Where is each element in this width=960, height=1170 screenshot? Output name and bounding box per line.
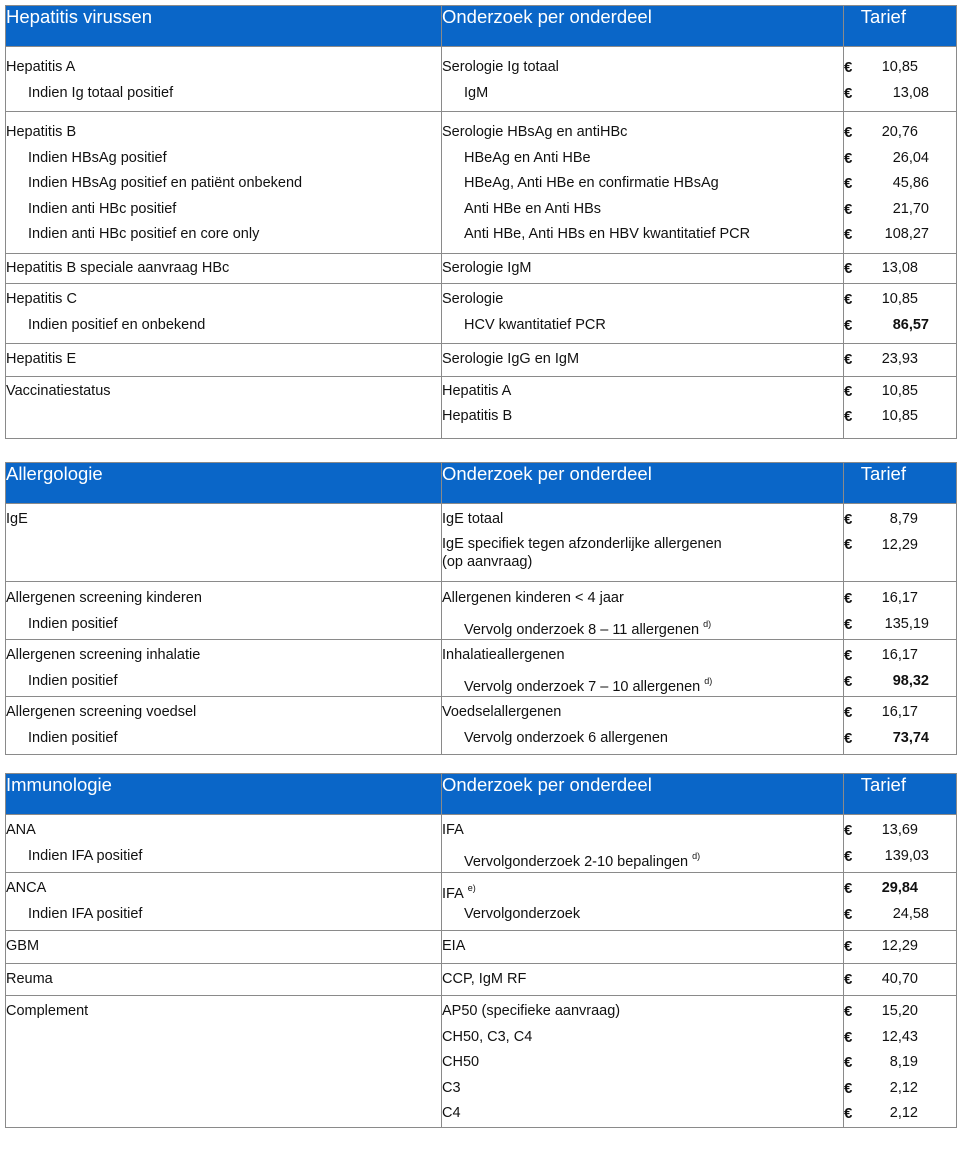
price-value: 16,17 xyxy=(881,647,918,663)
test-name: IgM xyxy=(464,84,489,101)
immunologie-table xyxy=(5,773,957,1128)
section-title: Allergologie xyxy=(6,462,442,503)
row-label: Indien anti HBc positief xyxy=(28,200,177,217)
price-value: 2,12 xyxy=(889,1079,918,1096)
test-name: EIA xyxy=(442,938,466,954)
test-name: Serologie IgM xyxy=(442,259,532,276)
price-value: 16,17 xyxy=(881,590,918,606)
test-name: Vervolgonderzoek xyxy=(464,905,581,922)
price-cell: € 15,20 xyxy=(844,999,956,1025)
table-row xyxy=(6,963,957,996)
price-cell: € 24,58 xyxy=(844,902,956,928)
test-name: Hepatitis B xyxy=(442,408,513,424)
price-cell: € 98,32 xyxy=(844,669,956,695)
row-label: Indien Ig totaal positief xyxy=(28,84,174,101)
price-value: 10,85 xyxy=(881,291,918,307)
price-value: 13,08 xyxy=(881,259,918,276)
test-name: HBeAg en Anti HBe xyxy=(464,149,591,166)
table-header xyxy=(6,774,957,815)
price-cell: € 8,19 xyxy=(844,1050,956,1076)
row-label: GBM xyxy=(6,938,40,954)
price-value: 24,58 xyxy=(892,905,929,922)
row-label: IgE xyxy=(6,510,28,527)
column-header-test: Onderzoek per onderdeel xyxy=(442,462,844,503)
price-value: 86,57 xyxy=(892,316,929,333)
price-value: 12,43 xyxy=(881,1028,918,1045)
test-name: Inhalatieallergenen xyxy=(442,647,565,663)
price-value: 15,20 xyxy=(881,1003,918,1019)
table-row xyxy=(6,996,957,1128)
test-name: IgE specifiek tegen afzonderlijke allergenen (op aanvraag) xyxy=(442,536,722,570)
row-label: Indien positief en onbekend xyxy=(28,316,206,333)
price-value: 26,04 xyxy=(892,149,929,166)
table-header xyxy=(6,6,957,47)
test-name: C3 xyxy=(442,1079,461,1096)
price-value: 16,17 xyxy=(881,704,918,720)
row-label: Hepatitis C xyxy=(6,291,77,307)
row-label: Complement xyxy=(6,1003,89,1019)
row-label: Indien positief xyxy=(28,615,118,632)
price-cell: € 40,70 xyxy=(844,967,956,993)
allergologie-table xyxy=(5,462,957,756)
test-name: IgE totaal xyxy=(442,510,504,527)
test-name: Anti HBe, Anti HBs en HBV kwantitatief PCR xyxy=(464,226,751,242)
test-name: CH50 xyxy=(442,1054,480,1070)
price-cell: € 135,19 xyxy=(844,612,956,638)
price-cell: € 2,12 xyxy=(844,1076,956,1102)
price-cell: € 8,79 xyxy=(844,507,956,533)
row-label: Hepatitis B speciale aanvraag HBc xyxy=(6,259,230,276)
price-value: 8,19 xyxy=(889,1054,918,1070)
table-row xyxy=(6,284,957,344)
price-value: 45,86 xyxy=(892,175,929,191)
test-name: Vervolg onderzoek 8 – 11 allergenen $^{d)}$ xyxy=(464,618,712,638)
section-title: Hepatitis virussen xyxy=(6,6,442,47)
price-cell: € 86,57 xyxy=(844,313,956,339)
test-name: HCV kwantitatief PCR xyxy=(464,316,606,333)
price-cell: € 108,27 xyxy=(844,222,956,248)
test-name: CCP, IgM RF xyxy=(442,970,527,987)
price-value: 98,32 xyxy=(892,672,929,689)
price-cell: € 26,04 xyxy=(844,146,956,172)
price-cell: € 13,08 xyxy=(844,81,956,107)
price-cell: € 29,84 xyxy=(844,876,956,902)
test-name: IFA xyxy=(442,822,464,838)
test-name: Serologie xyxy=(442,291,504,307)
price-cell: € 12,29 xyxy=(844,934,956,960)
row-label: Indien HBsAg positief xyxy=(28,149,167,166)
hepatitis-table xyxy=(5,5,957,439)
price-value: 73,74 xyxy=(892,729,929,746)
price-cell: € 13,08 xyxy=(844,256,956,282)
tariff-document xyxy=(5,5,956,1128)
test-name: IFA $^{e)}$ xyxy=(442,883,476,902)
test-name: Allergenen kinderen < 4 jaar xyxy=(442,590,624,606)
price-cell: € 10,85 xyxy=(844,404,956,430)
row-label: Allergenen screening kinderen xyxy=(6,590,202,606)
row-label: Allergenen screening inhalatie xyxy=(6,647,201,663)
price-value: 8,79 xyxy=(889,510,918,527)
table-row xyxy=(6,815,957,873)
table-row xyxy=(6,640,957,697)
price-cell: € 139,03 xyxy=(844,844,956,870)
row-label: Indien IFA positief xyxy=(28,847,143,864)
price-cell: € 73,74 xyxy=(844,726,956,752)
column-header-price: Tarief xyxy=(844,462,957,503)
test-name: Hepatitis A xyxy=(442,382,512,399)
row-label: Allergenen screening voedsel xyxy=(6,704,197,720)
section-title: Immunologie xyxy=(6,774,442,815)
table-row xyxy=(6,931,957,964)
price-value: 139,03 xyxy=(884,847,929,864)
test-name: Vervolg onderzoek 7 – 10 allergenen $^{d)}$ xyxy=(464,675,713,695)
test-name: Serologie HBsAg en antiHBc xyxy=(442,124,628,140)
price-cell: € 20,76 xyxy=(844,120,956,146)
test-name: Vervolg onderzoek 6 allergenen xyxy=(464,729,668,746)
table-header xyxy=(6,462,957,503)
price-value: 108,27 xyxy=(884,226,929,242)
table-row xyxy=(6,253,957,284)
price-cell: € 16,17 xyxy=(844,643,956,669)
price-value: 10,85 xyxy=(881,59,918,75)
row-label: Indien HBsAg positief en patiënt onbekend xyxy=(28,175,303,191)
row-label: Indien IFA positief xyxy=(28,905,143,922)
column-header-test: Onderzoek per onderdeel xyxy=(442,774,844,815)
test-name: Anti HBe en Anti HBs xyxy=(464,200,602,217)
price-cell: € 2,12 xyxy=(844,1101,956,1127)
test-name: Voedselallergenen xyxy=(442,704,562,720)
price-value: 20,76 xyxy=(881,124,918,140)
row-label: Hepatitis B xyxy=(6,124,77,140)
table-row xyxy=(6,503,957,582)
test-name: Serologie IgG en IgM xyxy=(442,351,580,367)
row-label: Hepatitis E xyxy=(6,351,77,367)
row-label: ANA xyxy=(6,822,36,838)
price-value: 2,12 xyxy=(889,1105,918,1121)
price-value: 29,84 xyxy=(881,880,918,896)
price-cell: € 16,17 xyxy=(844,700,956,726)
price-cell: € 10,85 xyxy=(844,287,956,313)
row-label: Indien positief xyxy=(28,672,118,689)
table-row xyxy=(6,47,957,112)
test-name: CH50, C3, C4 xyxy=(442,1028,533,1045)
table-row xyxy=(6,344,957,377)
test-name: Vervolgonderzoek 2-10 bepalingen $^{d)}$ xyxy=(464,850,701,870)
price-value: 40,70 xyxy=(881,970,918,987)
price-cell: € 16,17 xyxy=(844,586,956,612)
row-label: Hepatitis A xyxy=(6,59,76,75)
test-name: AP50 (specifieke aanvraag) xyxy=(442,1003,621,1019)
price-cell: € 23,93 xyxy=(844,347,956,373)
price-value: 10,85 xyxy=(881,408,918,424)
column-header-test: Onderzoek per onderdeel xyxy=(442,6,844,47)
test-name: C4 xyxy=(442,1105,461,1121)
price-value: 21,70 xyxy=(892,200,929,217)
table-row xyxy=(6,376,957,438)
test-name: HBeAg, Anti HBe en confirmatie HBsAg xyxy=(464,175,719,191)
price-cell: € 21,70 xyxy=(844,197,956,223)
table-row xyxy=(6,582,957,640)
table-row xyxy=(6,112,957,254)
row-label: Indien anti HBc positief en core only xyxy=(28,226,260,242)
price-value: 12,29 xyxy=(881,938,918,954)
price-value: 135,19 xyxy=(884,615,929,632)
test-name: Serologie Ig totaal xyxy=(442,59,559,75)
price-value: 13,08 xyxy=(892,84,929,101)
column-header-price: Tarief xyxy=(844,6,957,47)
price-value: 13,69 xyxy=(881,822,918,838)
row-label: ANCA xyxy=(6,880,47,896)
price-cell: € 12,43 xyxy=(844,1025,956,1051)
price-cell: € 45,86 xyxy=(844,171,956,197)
price-cell: € 10,85 xyxy=(844,379,956,405)
price-cell: € 12,29 xyxy=(844,532,956,578)
price-cell: € 10,85 xyxy=(844,55,956,81)
table-row xyxy=(6,873,957,931)
column-header-price: Tarief xyxy=(844,774,957,815)
price-cell: € 13,69 xyxy=(844,818,956,844)
price-value: 12,29 xyxy=(881,537,918,553)
price-value: 10,85 xyxy=(881,382,918,399)
price-value: 23,93 xyxy=(881,351,918,367)
table-row xyxy=(6,697,957,755)
row-label: Reuma xyxy=(6,970,53,987)
row-label: Vaccinatiestatus xyxy=(6,382,111,399)
row-label: Indien positief xyxy=(28,729,118,746)
